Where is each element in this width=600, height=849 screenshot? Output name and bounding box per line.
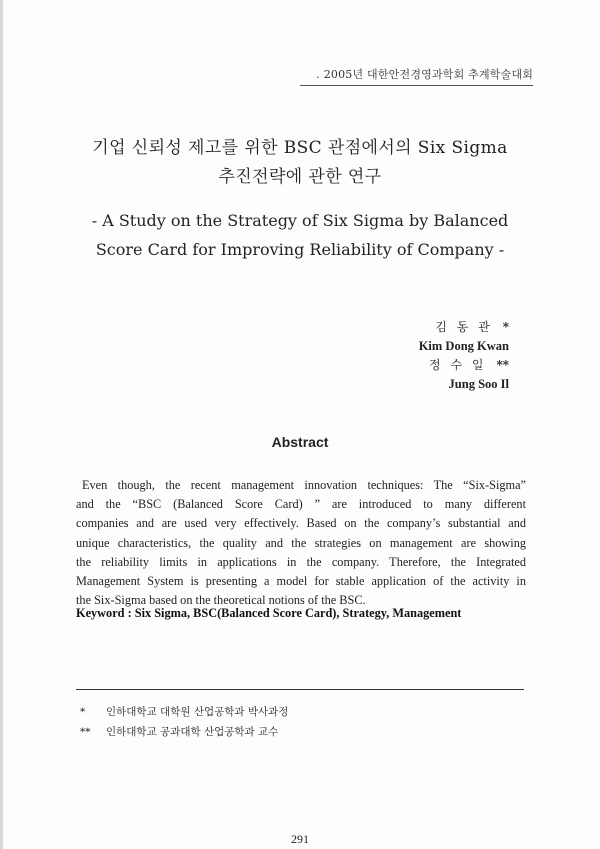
abstract-heading: Abstract — [271, 434, 329, 450]
abstract-line: the reliability limits in applications in the company. Therefore, the Integrated — [76, 554, 526, 569]
footnote-1-mark: * — [80, 706, 86, 718]
abstract-line: Management System is presenting a model for stable application of the activity in — [76, 574, 526, 589]
footnotes — [80, 702, 288, 742]
abstract-line: and the “BSC (Balanced Score Card) ” are introduced to many different — [76, 497, 526, 512]
abstract-line: companies and are used very effectively. Based on the company’s substantial and — [76, 516, 526, 531]
keywords: Keyword : Six Sigma, BSC(Balanced Score Card), Strategy, Management — [76, 606, 462, 620]
author-2-mark: ** — [496, 358, 509, 372]
abstract-line: unique characteristics, the quality and the strategies on management are showing — [76, 535, 526, 550]
running-header — [316, 66, 533, 82]
footnote-2-text: 인하대학교 공과대학 산업공학과 교수 — [106, 726, 279, 738]
header-rule — [300, 85, 533, 86]
footnote-2 — [80, 722, 288, 742]
author-block — [419, 318, 509, 394]
scan-edge — [0, 0, 3, 849]
author-2-name-ko: 정 수 일 — [429, 358, 487, 372]
footnote-1-text: 인하대학교 대학원 산업공학과 박사과정 — [106, 706, 289, 718]
korean-title-line-2: 추진전략에 관한 연구 — [218, 167, 382, 187]
author-1-name-ko: 김 동 관 — [435, 320, 493, 334]
abstract-body — [76, 476, 526, 610]
running-header-dot: . — [316, 68, 320, 81]
author-2-name-en: Jung Soo Il — [448, 377, 509, 391]
footnote-rule — [76, 689, 524, 690]
english-title-line-1: - A Study on the Strategy of Six Sigma by Balanced — [91, 211, 509, 230]
author-1-name-en: Kim Dong Kwan — [418, 339, 509, 353]
author-1-mark: * — [502, 320, 509, 334]
author-2-korean — [419, 356, 509, 375]
korean-title-line-1: 기업 신뢰성 제고를 위한 BSC 관점에서의 Six Sigma — [92, 138, 508, 158]
korean-title — [0, 134, 600, 192]
english-title-line-2: Score Card for Improving Reliability of Company - — [95, 240, 505, 259]
abstract-line: Even though, the recent management innovation techniques: The “Six-Sigma” — [82, 478, 526, 492]
footnote-1 — [80, 702, 288, 722]
author-1-korean — [419, 318, 509, 337]
page-number: 291 — [291, 832, 309, 846]
english-title — [0, 206, 600, 264]
running-header-text: 2005년 대한안전경영과학회 추계학술대회 — [323, 68, 534, 81]
footnote-2-mark: ** — [80, 726, 91, 738]
abstract-line: the Six-Sigma based on the theoretical notions of the BSC. — [76, 593, 366, 608]
